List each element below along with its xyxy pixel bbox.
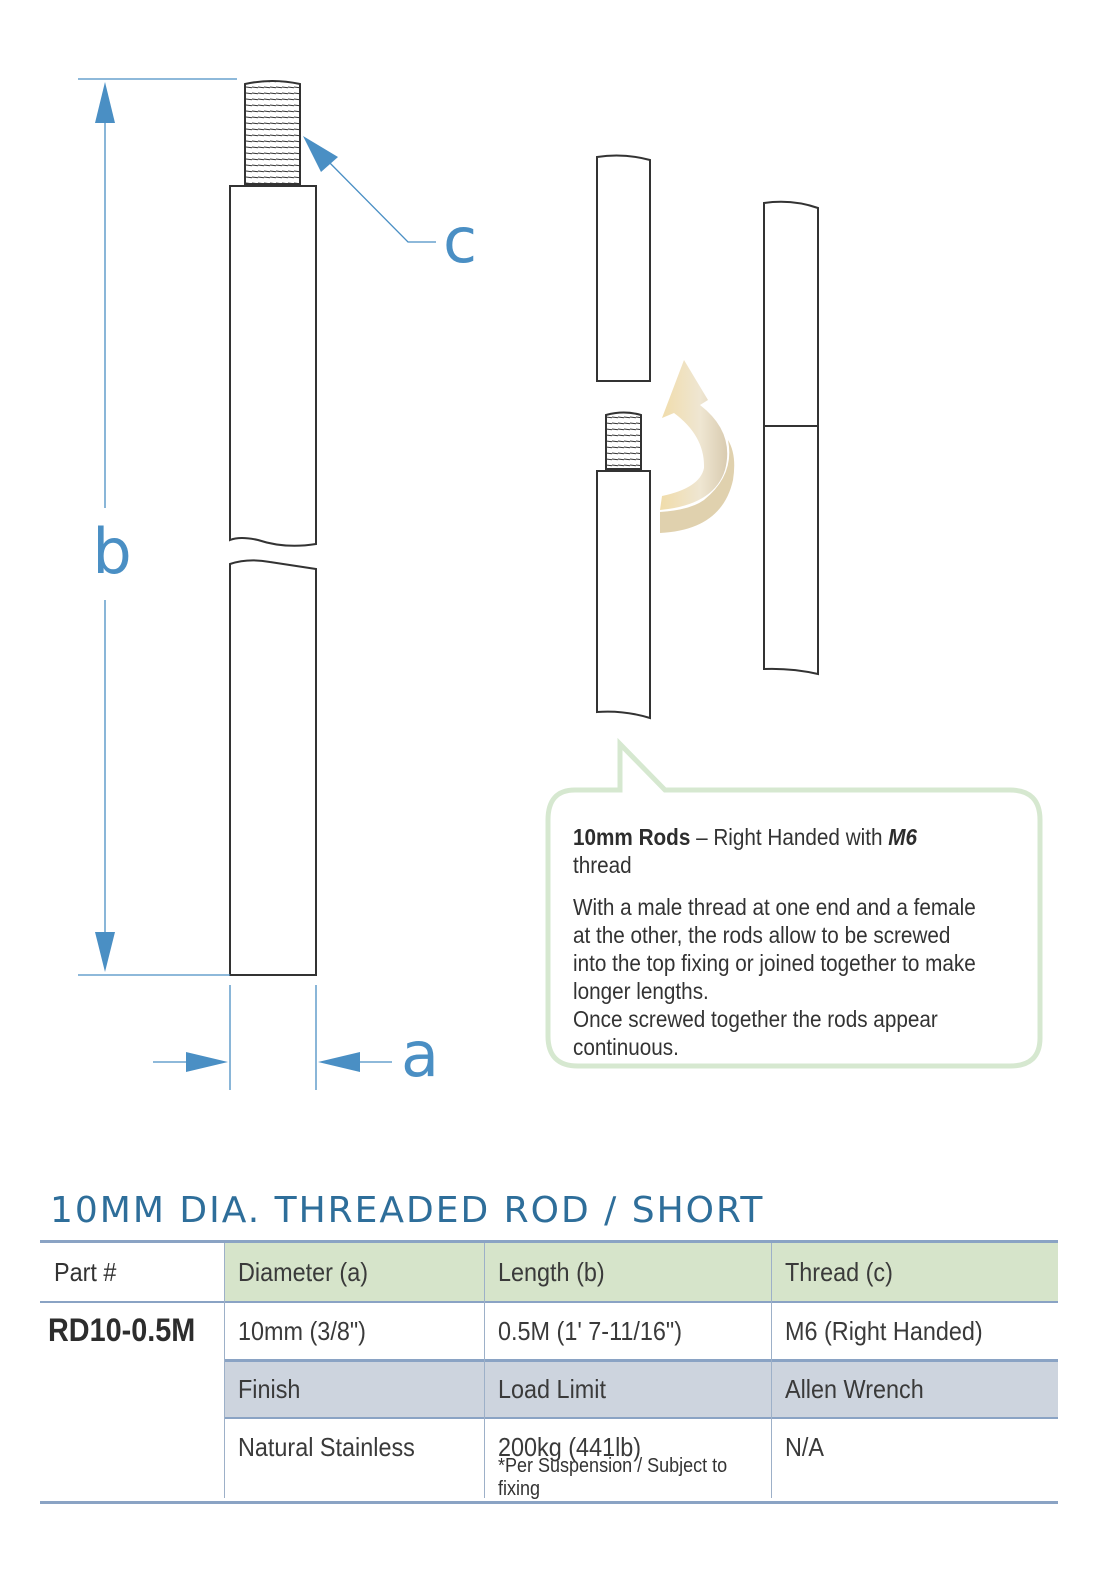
table-divider [771,1243,772,1498]
part-label: Part # [54,1256,117,1287]
value-diameter: 10mm (3/8") [238,1315,366,1346]
table-divider [224,1359,1058,1362]
rod-thread-tip [245,81,300,184]
value-allen-wrench: N/A [785,1431,825,1462]
callout-title-italic: M6 [888,824,918,850]
dimension-c-label: c [442,204,478,277]
value-thread: M6 (Right Handed) [785,1315,983,1346]
dimension-b-label: b [92,515,132,588]
dimension-a [153,985,392,1090]
callout-title-end: thread [573,852,632,878]
spec-table [40,1240,1058,1504]
table-divider [224,1417,1058,1419]
dimension-a-arrow-right [318,1052,360,1072]
main-rod [230,81,316,975]
callout-body: With a male thread at one end and a female at the other, the rods allow to be screwed into the top fixing or joined together to make longer lengths. Once screwed together the rods appear continuous. [573,894,976,1060]
dimension-a-label: a [401,1018,439,1091]
dimension-a-arrow-left [186,1052,228,1072]
header-finish: Finish [224,1361,484,1417]
callout-title-rest: – Right Handed with [690,824,889,850]
assembly-illustration [597,156,818,718]
value-length: 0.5M (1' 7-11/16") [498,1315,683,1346]
male-thread-end [606,413,641,470]
table-divider [40,1301,1058,1303]
callout-title-bold: 10mm Rods [573,824,691,850]
header-thread: Thread (c) [771,1243,1058,1301]
value-load-limit: 200kg (441lb) [498,1431,642,1462]
value-finish: Natural Stainless [238,1431,415,1462]
male-rod-end [597,471,650,718]
dimension-b-arrow-bottom [95,932,115,972]
header-length: Length (b) [484,1243,771,1301]
rod-lower-segment [230,560,316,975]
header-diameter: Diameter (a) [224,1243,484,1301]
rod-upper-segment [230,186,316,546]
header-allen-wrench: Allen Wrench [771,1361,1058,1417]
dimension-c-leader [322,155,436,242]
dimension-b-arrow-top [95,82,115,123]
callout-title [573,823,978,879]
part-number: RD10-0.5M [48,1311,196,1348]
header-load-limit: Load Limit [484,1361,771,1417]
table-divider [224,1243,225,1498]
load-limit-note: *Per Suspension / Subject to fixing [498,1455,728,1500]
joined-rod [764,202,818,674]
female-rod-end [597,156,650,381]
product-title: 10MM DIA. THREADED ROD / SHORT [50,1190,765,1231]
table-divider [484,1243,485,1498]
callout-text [573,823,978,1061]
